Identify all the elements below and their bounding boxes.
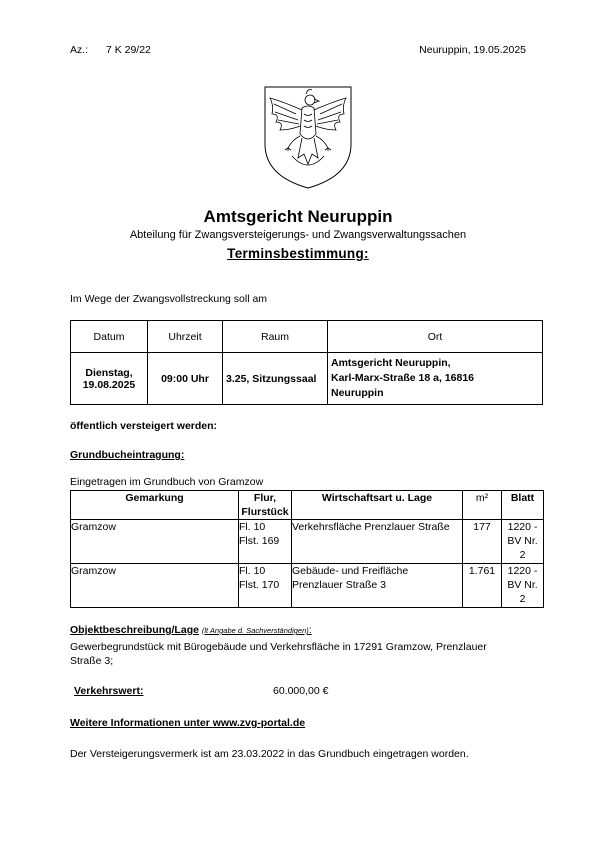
auction-text: öffentlich versteigert werden:: [70, 420, 218, 432]
value-amount: 60.000,00 €: [273, 685, 329, 697]
appointment-date-value: 19.08.2025: [82, 378, 136, 391]
row2-wirtschaft-1: Gebäude- und Freifläche: [292, 565, 409, 577]
row1-gemarkung: Gramzow: [71, 520, 239, 564]
header-flur-line1: Flur,: [253, 492, 277, 504]
row2-wirtschaft-2: Prenzlauer Straße 3: [292, 579, 386, 591]
row1-blatt-3: 2: [519, 549, 526, 561]
header-ort: Ort: [328, 321, 543, 353]
land-register-heading: Grundbucheintragung:: [70, 449, 185, 461]
row2-blatt-3: 2: [519, 593, 526, 605]
row2-blatt: [502, 564, 544, 608]
appointment-place: [328, 353, 543, 405]
object-line-1: Gewerbegrundstück mit Bürogebäude und Verkehrsfläche in 17291 Gramzow, Prenzlauer: [70, 641, 487, 653]
place-line-2: Karl-Marx-Straße 18 a, 16816: [331, 372, 474, 384]
place-line-3: Neuruppin: [331, 387, 384, 399]
row1-blatt-2: BV Nr.: [507, 535, 538, 547]
row1-wirtschaft-1: Verkehrsfläche Prenzlauer Straße: [292, 521, 450, 533]
row2-blatt-2: BV Nr.: [507, 579, 538, 591]
row1-blatt-1: 1220 -: [507, 521, 538, 533]
object-description: [70, 640, 487, 668]
header-flur-line2: Flurstück: [241, 506, 289, 518]
row2-blatt-1: 1220 -: [507, 565, 538, 577]
land-register-intro: Eingetragen im Grundbuch von Gramzow: [70, 476, 264, 488]
appointment-weekday: Dienstag,: [85, 366, 133, 379]
header-gemarkung: Gemarkung: [71, 491, 239, 520]
row2-wirtschaft: [292, 564, 463, 608]
file-number: [70, 44, 151, 56]
object-heading-line: [70, 624, 312, 636]
intro-text: Im Wege der Zwangsvollstreckung soll am: [70, 293, 268, 305]
az-label: Az.:: [70, 44, 89, 56]
table-row: [71, 564, 544, 608]
appointment-room: 3.25, Sitzungssaal: [223, 353, 328, 405]
info-link[interactable]: Weitere Informationen unter www.zvg-portal.de: [70, 717, 306, 729]
land-register-table: [70, 490, 544, 608]
appointment-row: [71, 353, 543, 405]
place-line-1: Amtsgericht Neuruppin,: [331, 357, 451, 369]
table-row: [71, 520, 544, 564]
row2-flur: [239, 564, 292, 608]
appointment-table: [70, 320, 543, 405]
row2-flur-2: Flst. 170: [239, 579, 280, 591]
land-register-header-row: [71, 491, 544, 520]
row1-flur-2: Flst. 169: [239, 535, 280, 547]
coat-of-arms-eagle-icon: [262, 84, 354, 190]
court-department: Abteilung für Zwangsversteigerungs- und Zwangsverwaltungssachen: [129, 229, 467, 241]
appointment-time: 09:00 Uhr: [148, 353, 223, 405]
header-uhrzeit: Uhrzeit: [148, 321, 223, 353]
row2-m2: 1.761: [463, 564, 502, 608]
header-flur: [239, 491, 292, 520]
object-colon: :: [308, 624, 312, 636]
appointment-date: [71, 353, 148, 405]
az-value: 7 K 29/22: [105, 44, 151, 56]
appointment-header-row: [71, 321, 543, 353]
row1-wirtschaft: [292, 520, 463, 564]
court-name: Amtsgericht Neuruppin: [203, 207, 393, 226]
header-wirtschaft: Wirtschaftsart u. Lage: [292, 491, 463, 520]
object-line-2: Straße 3;: [70, 655, 114, 667]
header-m2: m²: [463, 491, 502, 520]
row2-gemarkung: Gramzow: [71, 564, 239, 608]
place-date: Neuruppin, 19.05.2025: [419, 44, 526, 56]
object-note: (lt Angabe d. Sachverständigen): [201, 626, 309, 635]
document-title: Terminsbestimmung:: [227, 246, 369, 261]
value-label: Verkehrswert:: [74, 685, 144, 697]
footer-note: Der Versteigerungsvermerk ist am 23.03.2022 in das Grundbuch eingetragen worden.: [70, 748, 469, 760]
header-raum: Raum: [223, 321, 328, 353]
row1-flur-1: Fl. 10: [239, 521, 266, 533]
row1-m2: 177: [463, 520, 502, 564]
object-heading: Objektbeschreibung/Lage: [70, 624, 199, 636]
row2-flur-1: Fl. 10: [239, 565, 266, 577]
row1-blatt: [502, 520, 544, 564]
header-blatt: Blatt: [502, 491, 544, 520]
row1-flur: [239, 520, 292, 564]
header-datum: Datum: [71, 321, 148, 353]
